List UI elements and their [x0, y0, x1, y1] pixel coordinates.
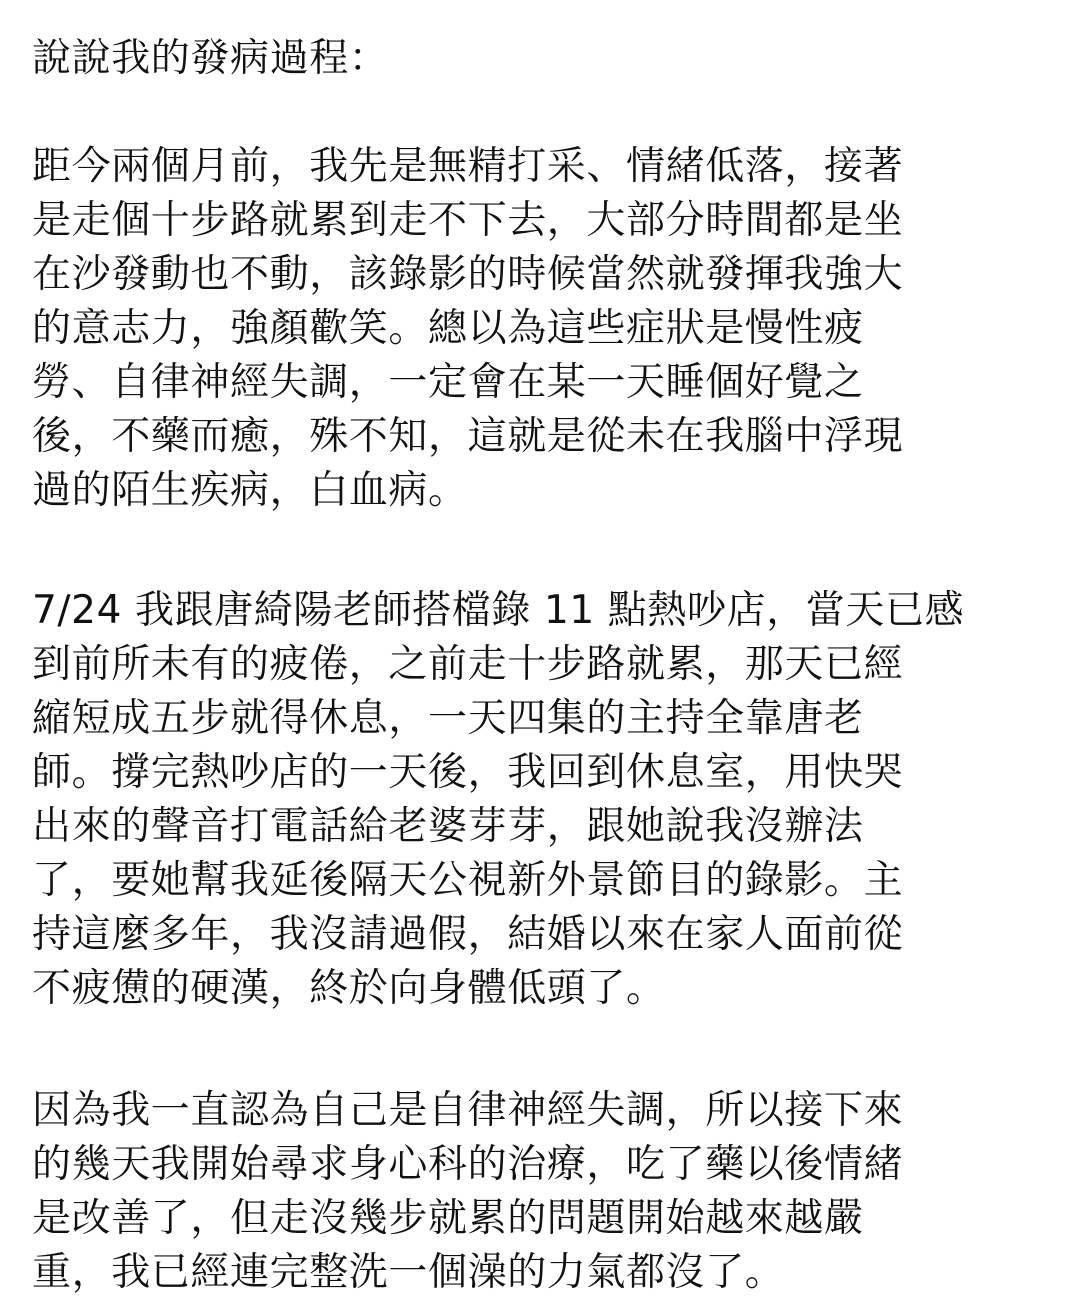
heading-text: 說說我的發病過程： — [32, 36, 389, 81]
paragraph-3-line: 因為我一直認為自己是自律神經失調，所以接下來 — [32, 1088, 904, 1133]
paragraph-2-line: 縮短成五步就得休息，一天四集的主持全靠唐老 — [32, 696, 864, 741]
paragraph-1-line: 後，不藥而癒，殊不知，這就是從未在我腦中浮現 — [32, 414, 904, 459]
paragraph-2-line: 出來的聲音打電話給老婆芽芽，跟她說我沒辦法 — [32, 804, 864, 849]
paragraph-1-line: 距今兩個月前，我先是無精打采、情緒低落，接著 — [32, 144, 904, 189]
paragraph-2-line: 不疲憊的硬漢，終於向身體低頭了。 — [32, 966, 666, 1011]
paragraph-1-line: 的意志力，強顏歡笑。總以為這些症狀是慢性疲 — [32, 306, 864, 351]
paragraph-3-line: 是改善了，但走沒幾步就累的問題開始越來越嚴 — [32, 1196, 864, 1241]
paragraph-1-line: 是走個十步路就累到走不下去，大部分時間都是坐 — [32, 198, 904, 243]
paragraph-2-line: 師。撐完熱吵店的一天後，我回到休息室，用快哭 — [32, 750, 904, 795]
paragraph-2 — [32, 584, 1062, 1016]
paragraph-2-line: 到前所未有的疲倦，之前走十步路就累，那天已經 — [32, 642, 904, 687]
paragraph-1-line: 在沙發動也不動，該錄影的時候當然就發揮我強大 — [32, 252, 904, 297]
paragraph-3-line: 重，我已經連完整洗一個澡的力氣都沒了。 — [32, 1250, 785, 1295]
heading-block — [32, 32, 1062, 86]
paragraph-2-line: 持這麼多年，我沒請過假，結婚以來在家人面前從 — [32, 912, 904, 957]
paragraph-1 — [32, 140, 1062, 518]
paragraph-1-line: 勞、自律神經失調，一定會在某一天睡個好覺之 — [32, 360, 864, 405]
paragraph-3-line: 的幾天我開始尋求身心科的治療，吃了藥以後情緒 — [32, 1142, 904, 1187]
paragraph-1-line: 過的陌生疾病，白血病。 — [32, 468, 468, 513]
paragraph-2-line: 7/24 我跟唐綺陽老師搭檔錄 11 點熱吵店，當天已感 — [32, 588, 965, 633]
paragraph-2-line: 了，要她幫我延後隔天公視新外景節目的錄影。主 — [32, 858, 904, 903]
paragraph-3 — [32, 1084, 1062, 1300]
